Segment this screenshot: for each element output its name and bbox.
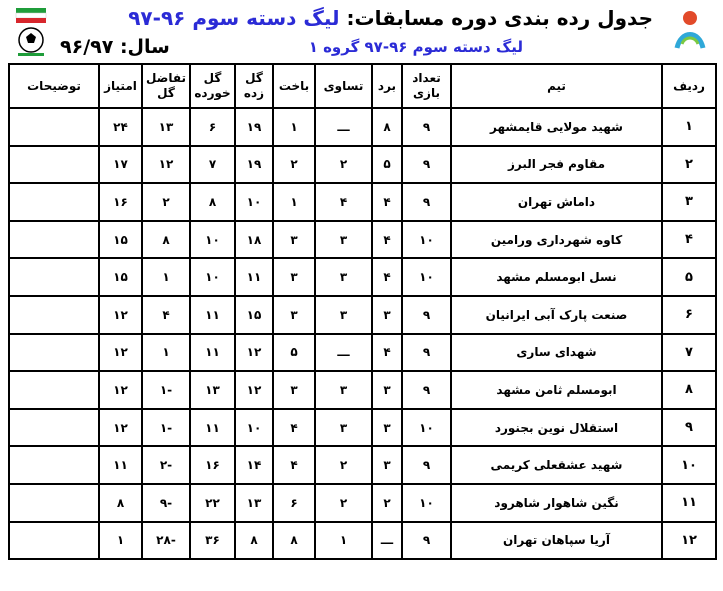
col-rank: ردیف xyxy=(662,64,716,108)
cell-losses: ۳ xyxy=(273,221,315,259)
cell-goals-against: ۱۱ xyxy=(190,409,235,447)
cell-points: ۱۲ xyxy=(99,296,142,334)
cell-played: ۹ xyxy=(402,522,451,560)
cell-team: استقلال نوین بجنورد xyxy=(451,409,662,447)
cell-goals-against: ۱۰ xyxy=(190,221,235,259)
cell-goal-diff: ۴ xyxy=(142,296,190,334)
cell-goals-for: ۱۹ xyxy=(235,108,273,146)
cell-notes xyxy=(9,296,99,334)
cell-played: ۱۰ xyxy=(402,484,451,522)
cell-notes xyxy=(9,409,99,447)
cell-goals-against: ۱۶ xyxy=(190,446,235,484)
cell-points: ۱۲ xyxy=(99,409,142,447)
cell-goal-diff: ۱۲ xyxy=(142,146,190,184)
cell-played: ۹ xyxy=(402,446,451,484)
cell-goals-for: ۱۳ xyxy=(235,484,273,522)
cell-notes xyxy=(9,221,99,259)
cell-draws: ۱ xyxy=(315,522,372,560)
col-goals-against: گل خورده xyxy=(190,64,235,108)
cell-losses: ۴ xyxy=(273,409,315,447)
cell-played: ۹ xyxy=(402,183,451,221)
cell-wins: ۳ xyxy=(372,409,402,447)
cell-points: ۲۴ xyxy=(99,108,142,146)
standings-table xyxy=(8,63,717,560)
cell-team: ابومسلم ثامن مشهد xyxy=(451,371,662,409)
cell-goals-against: ۸ xyxy=(190,183,235,221)
cell-points: ۱ xyxy=(99,522,142,560)
page-header xyxy=(0,0,723,62)
title-prefix: جدول رده بندی دوره مسابقات: xyxy=(346,6,653,30)
year-value: ۹۶/۹۷ xyxy=(60,36,114,58)
col-goals-for: گل زده xyxy=(235,64,273,108)
cell-wins: ۴ xyxy=(372,334,402,372)
cell-goals-against: ۲۲ xyxy=(190,484,235,522)
cell-notes xyxy=(9,183,99,221)
cell-played: ۱۰ xyxy=(402,409,451,447)
cell-wins: ۵ xyxy=(372,146,402,184)
title-league: لیگ دسته سوم ۹۶-۹۷ xyxy=(128,6,340,30)
cell-draws: ۳ xyxy=(315,296,372,334)
cell-losses: ۶ xyxy=(273,484,315,522)
cell-losses: ۳ xyxy=(273,371,315,409)
cell-draws: ۲ xyxy=(315,446,372,484)
cell-goal-diff: -۲ xyxy=(142,446,190,484)
cell-goals-for: ۱۲ xyxy=(235,371,273,409)
cell-wins: ۳ xyxy=(372,446,402,484)
cell-goal-diff: ۱ xyxy=(142,334,190,372)
cell-goals-against: ۱۱ xyxy=(190,334,235,372)
cell-team: شهید مولایی قایمشهر xyxy=(451,108,662,146)
football-federation-logo-icon xyxy=(14,6,48,58)
cell-draws: ۳ xyxy=(315,409,372,447)
cell-goals-against: ۱۰ xyxy=(190,258,235,296)
cell-notes xyxy=(9,334,99,372)
cell-losses: ۳ xyxy=(273,258,315,296)
cell-notes xyxy=(9,371,99,409)
cell-played: ۹ xyxy=(402,146,451,184)
cell-team: کاوه شهرداری ورامین xyxy=(451,221,662,259)
cell-goals-for: ۱۰ xyxy=(235,409,273,447)
cell-points: ۱۲ xyxy=(99,371,142,409)
league-logo-icon xyxy=(671,8,709,54)
cell-points: ۱۲ xyxy=(99,334,142,372)
cell-played: ۹ xyxy=(402,334,451,372)
cell-draws: ۳ xyxy=(315,258,372,296)
table-header-row xyxy=(9,64,716,108)
col-goal-diff: تفاضل گل xyxy=(142,64,190,108)
cell-goals-for: ۱۲ xyxy=(235,334,273,372)
cell-points: ۸ xyxy=(99,484,142,522)
cell-rank: ۱۲ xyxy=(662,522,716,560)
cell-losses: ۸ xyxy=(273,522,315,560)
page-title xyxy=(128,6,653,30)
cell-draws: ۲ xyxy=(315,484,372,522)
table-row xyxy=(9,446,716,484)
cell-goal-diff: ۲ xyxy=(142,183,190,221)
cell-points: ۱۵ xyxy=(99,221,142,259)
cell-notes xyxy=(9,258,99,296)
table-row xyxy=(9,146,716,184)
table-row xyxy=(9,371,716,409)
table-row xyxy=(9,484,716,522)
col-points: امتیاز xyxy=(99,64,142,108)
cell-rank: ۹ xyxy=(662,409,716,447)
cell-goals-for: ۱۴ xyxy=(235,446,273,484)
col-notes: توضیحات xyxy=(9,64,99,108)
table-row xyxy=(9,296,716,334)
cell-goals-against: ۱۱ xyxy=(190,296,235,334)
cell-notes xyxy=(9,484,99,522)
cell-goals-for: ۱۹ xyxy=(235,146,273,184)
cell-team: داماش تهران xyxy=(451,183,662,221)
cell-team: شهید عشقعلی کریمی xyxy=(451,446,662,484)
cell-rank: ۶ xyxy=(662,296,716,334)
cell-notes xyxy=(9,522,99,560)
cell-losses: ۲ xyxy=(273,146,315,184)
cell-played: ۱۰ xyxy=(402,221,451,259)
cell-wins: ۳ xyxy=(372,296,402,334)
cell-rank: ۵ xyxy=(662,258,716,296)
cell-losses: ۳ xyxy=(273,296,315,334)
cell-draws: ـــ xyxy=(315,334,372,372)
cell-wins: ۴ xyxy=(372,183,402,221)
cell-losses: ۴ xyxy=(273,446,315,484)
cell-played: ۱۰ xyxy=(402,258,451,296)
cell-rank: ۸ xyxy=(662,371,716,409)
cell-goals-for: ۱۱ xyxy=(235,258,273,296)
cell-goal-diff: -۱ xyxy=(142,371,190,409)
col-draws: تساوی xyxy=(315,64,372,108)
col-losses: باخت xyxy=(273,64,315,108)
cell-notes xyxy=(9,446,99,484)
cell-goal-diff: ۸ xyxy=(142,221,190,259)
table-row xyxy=(9,409,716,447)
col-team: تیم xyxy=(451,64,662,108)
cell-losses: ۱ xyxy=(273,183,315,221)
cell-notes xyxy=(9,108,99,146)
cell-wins: ۲ xyxy=(372,484,402,522)
col-played: تعداد بازی xyxy=(402,64,451,108)
cell-goals-for: ۸ xyxy=(235,522,273,560)
cell-goal-diff: -۱ xyxy=(142,409,190,447)
table-row xyxy=(9,221,716,259)
cell-played: ۹ xyxy=(402,296,451,334)
page-subtitle: لیگ دسته سوم ۹۶-۹۷ گروه ۱ xyxy=(308,38,523,56)
cell-goals-for: ۱۸ xyxy=(235,221,273,259)
cell-draws: ۴ xyxy=(315,183,372,221)
season-label xyxy=(60,36,170,58)
cell-goals-against: ۶ xyxy=(190,108,235,146)
cell-rank: ۴ xyxy=(662,221,716,259)
table-row xyxy=(9,334,716,372)
cell-played: ۹ xyxy=(402,108,451,146)
col-wins: برد xyxy=(372,64,402,108)
table-row xyxy=(9,183,716,221)
cell-draws: ـــ xyxy=(315,108,372,146)
cell-losses: ۵ xyxy=(273,334,315,372)
cell-losses: ۱ xyxy=(273,108,315,146)
cell-goal-diff: ۱ xyxy=(142,258,190,296)
cell-rank: ۱۰ xyxy=(662,446,716,484)
cell-wins: ۳ xyxy=(372,371,402,409)
cell-team: نگین شاهوار شاهرود xyxy=(451,484,662,522)
cell-rank: ۱ xyxy=(662,108,716,146)
cell-rank: ۱۱ xyxy=(662,484,716,522)
cell-goals-for: ۱۰ xyxy=(235,183,273,221)
year-label: سال: xyxy=(119,36,170,58)
cell-team: مقاوم فجر البرز xyxy=(451,146,662,184)
cell-goal-diff: ۱۳ xyxy=(142,108,190,146)
cell-draws: ۲ xyxy=(315,146,372,184)
cell-wins: ـــ xyxy=(372,522,402,560)
cell-wins: ۸ xyxy=(372,108,402,146)
cell-team: شهدای ساری xyxy=(451,334,662,372)
cell-points: ۱۶ xyxy=(99,183,142,221)
cell-notes xyxy=(9,146,99,184)
cell-team: آریا سپاهان تهران xyxy=(451,522,662,560)
cell-draws: ۳ xyxy=(315,221,372,259)
cell-rank: ۳ xyxy=(662,183,716,221)
cell-played: ۹ xyxy=(402,371,451,409)
table-row xyxy=(9,522,716,560)
cell-goals-against: ۳۶ xyxy=(190,522,235,560)
cell-team: نسل ابومسلم مشهد xyxy=(451,258,662,296)
cell-goals-against: ۱۳ xyxy=(190,371,235,409)
cell-points: ۱۵ xyxy=(99,258,142,296)
cell-team: صنعت پارک آبی ایرانیان xyxy=(451,296,662,334)
cell-wins: ۴ xyxy=(372,258,402,296)
table-row xyxy=(9,258,716,296)
cell-goals-against: ۷ xyxy=(190,146,235,184)
cell-points: ۱۱ xyxy=(99,446,142,484)
cell-draws: ۳ xyxy=(315,371,372,409)
cell-wins: ۴ xyxy=(372,221,402,259)
cell-goal-diff: -۲۸ xyxy=(142,522,190,560)
cell-goals-for: ۱۵ xyxy=(235,296,273,334)
table-row xyxy=(9,108,716,146)
cell-rank: ۲ xyxy=(662,146,716,184)
cell-goal-diff: -۹ xyxy=(142,484,190,522)
cell-rank: ۷ xyxy=(662,334,716,372)
cell-points: ۱۷ xyxy=(99,146,142,184)
